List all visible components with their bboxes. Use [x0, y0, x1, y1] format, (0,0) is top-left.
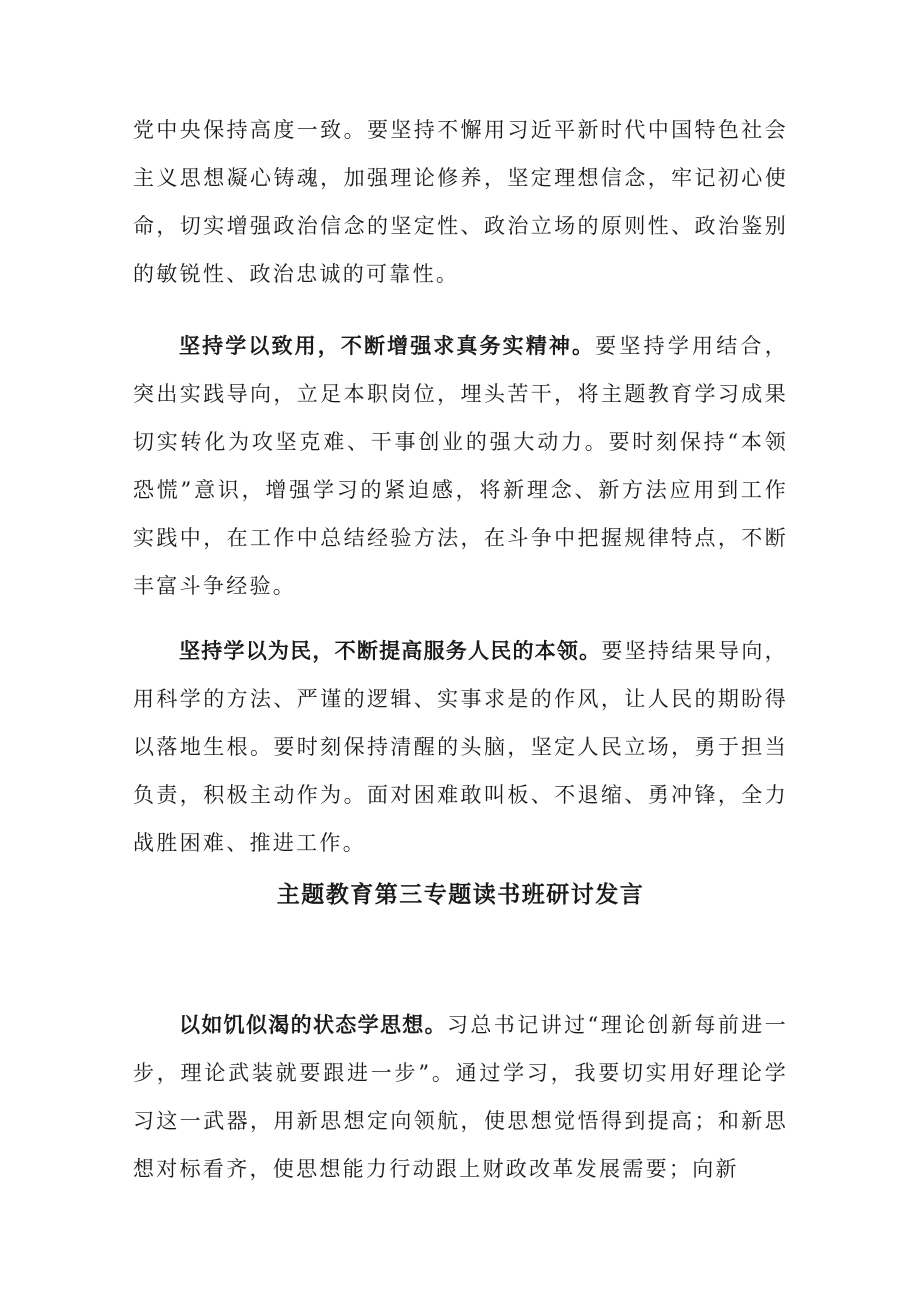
- paragraph-lead: 坚持学以为民，不断提高服务人民的本领。: [179, 638, 602, 663]
- paragraph-text: 要坚持学用结合，突出实践导向，立足本职岗位，埋头苦干，将主题教育学习成果切实转化为攻坚克难、干事创业的强大动力。要时刻保持“本领恐慌”意识，增强学习的紧迫感，将新理念、新方法应用到工作实践中，在工作中总结经验方法，在斗争中把握规律特点，不断丰富斗争经验。: [133, 334, 788, 598]
- section-heading: 主题教育第三专题读书班研讨发言: [276, 882, 645, 908]
- paragraph-text: 党中央保持高度一致。要坚持不懈用习近平新时代中国特色社会主义思想凝心铸魂，加强理论修养，坚定理想信念，牢记初心使命，切实增强政治信念的坚定性、政治立场的原则性、政治鉴别的敏锐性、政治忠诚的可靠性。: [133, 118, 788, 286]
- paragraph-text: 要坚持结果导向，用科学的方法、严谨的逻辑、实事求是的作风，让人民的期盼得以落地生根。要时刻保持清醒的头脑，坚定人民立场，勇于担当负责，积极主动作为。面对困难敢叫板、不退缩、勇冲锋，全力战胜困难、推进工作。: [133, 639, 788, 855]
- paragraph-serving-people: [133, 627, 788, 867]
- paragraph-political-alignment: [133, 106, 788, 298]
- paragraph-learning-application: [133, 322, 788, 610]
- paragraph-studying-thought: [133, 1001, 788, 1193]
- paragraph-lead: 以如饥似渴的状态学思想。: [179, 1012, 447, 1037]
- paragraph-text: 习总书记讲过“理论创新每前进一步，理论武装就要跟进一步”。通过学习，我要切实用好理论学习这一武器，用新思想定向领航，使思想觉悟得到提高；和新思想对标看齐，使思想能力行动跟上财政改革发展需要；向新: [133, 1013, 788, 1181]
- paragraph-lead: 坚持学以致用，不断增强求真务实精神。: [179, 333, 596, 358]
